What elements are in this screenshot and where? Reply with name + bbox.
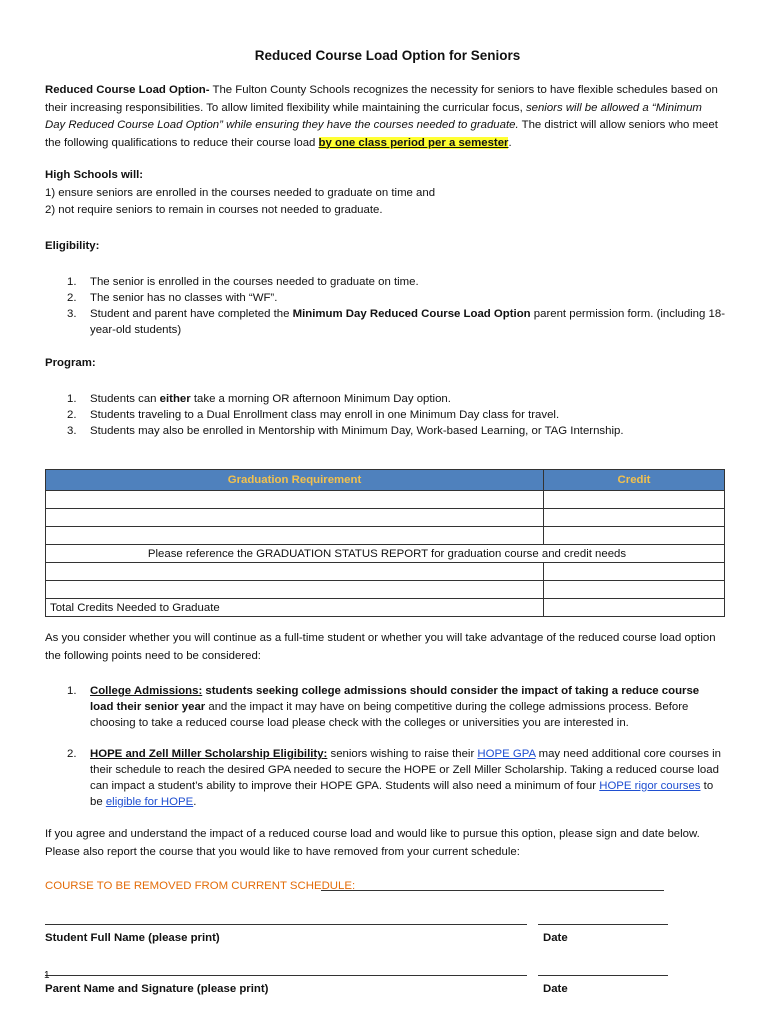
eligibility-item: 2. The senior has no classes with “WF”.	[67, 292, 278, 304]
student-name-field[interactable]	[45, 924, 527, 925]
eligible-for-hope-link[interactable]: eligible for HOPE	[105, 796, 194, 808]
course-removed-label: COURSE TO BE REMOVED FROM CURRENT SCHEDULE:	[45, 880, 356, 892]
table-row	[46, 599, 725, 617]
table-row	[46, 509, 725, 527]
student-date-field[interactable]	[538, 924, 668, 925]
intro-text-2: The district will allow seniors who meet the following qualifications to reduce their course load	[45, 119, 718, 149]
hope-rigor-courses-link[interactable]: HOPE rigor courses	[599, 780, 701, 792]
course-removed-field[interactable]	[321, 890, 664, 891]
parent-signature-label: Parent Name and Signature (please print)	[45, 983, 269, 995]
student-name-label: Student Full Name (please print)	[45, 932, 220, 944]
intro-highlight: by one class period per a semester	[318, 136, 509, 149]
student-date-label: Date	[543, 932, 568, 944]
program-item: 1. Students can either take a morning OR afternoon Minimum Day option.	[67, 393, 451, 405]
table-reference-note: Please reference the GRADUATION STATUS REPORT for graduation course and credit needs	[46, 545, 725, 563]
program-list	[45, 391, 725, 439]
parent-date-label: Date	[543, 983, 568, 995]
document-title: Reduced Course Load Option for Seniors	[254, 48, 521, 63]
intro-italic: seniors will be allowed a “Minimum Day Reduced Course Load Option” while ensuring they have the courses needed to graduate.	[45, 101, 702, 131]
high-schools-heading: High Schools will:	[45, 169, 144, 181]
high-schools-line-2: 2) not require seniors to remain in courses not needed to graduate.	[45, 204, 383, 216]
high-schools-line-1: 1) ensure seniors are enrolled in the courses needed to graduate on time and	[45, 186, 436, 199]
eligibility-heading: Eligibility:	[45, 240, 100, 252]
hope-gpa-link[interactable]: HOPE GPA	[477, 748, 536, 760]
table-row	[46, 545, 725, 563]
parent-date-field[interactable]	[538, 975, 668, 976]
table-header-requirement: Graduation Requirement	[46, 470, 544, 491]
table-row	[46, 563, 725, 581]
intro-paragraph	[45, 82, 725, 152]
intro-text-1: The Fulton County Schools recognizes the necessity for seniors to have flexible schedules based on their increasing responsibilities. To allow limited flexibility while maintaining the curricular focus,	[45, 84, 718, 114]
table-total-label: Total Credits Needed to Graduate	[46, 599, 544, 617]
high-schools-section	[45, 167, 725, 220]
table-header-credit: Credit	[544, 470, 725, 491]
table-row	[46, 527, 725, 545]
eligibility-item: 1. The senior is enrolled in the courses needed to graduate on time.	[67, 276, 419, 288]
eligibility-item: 3. Student and parent have completed the Minimum Day Reduced Course Load Option parent permission form. (including 18-year-old students)	[67, 308, 725, 336]
intro-end: .	[508, 136, 512, 149]
agree-paragraph: If you agree and understand the impact of a reduced course load and would like to pursue this option, please sign and date below. Please also report the course that you would like to have removed from your current schedule:	[45, 828, 700, 858]
eligibility-list	[45, 274, 725, 338]
consideration-item: 1. College Admissions: students seeking college admissions should consider the impact of taking a reduce course load their senior year and the impact it may have on being competitive during the college admissions process. Before choosing to take a reduced course load please check with the colleges or universities you are interested in.	[67, 685, 700, 729]
intro-lead: Reduced Course Load Option-	[45, 84, 210, 96]
page-number: 1	[44, 970, 50, 981]
table-row	[46, 491, 725, 509]
program-heading: Program:	[45, 357, 96, 369]
program-item: 3. Students may also be enrolled in Mentorship with Minimum Day, Work-based Learning, or TAG Internship.	[67, 425, 624, 437]
considerations-list	[45, 683, 725, 810]
consider-paragraph: As you consider whether you will continue as a full-time student or whether you will take advantage of the reduced course load option the following points need to be considered:	[45, 632, 716, 662]
table-header-row	[46, 470, 725, 491]
table-row	[46, 581, 725, 599]
program-item: 2. Students traveling to a Dual Enrollment class may enroll in one Minimum Day class for travel.	[67, 409, 560, 421]
consideration-item: 2. HOPE and Zell Miller Scholarship Eligibility: seniors wishing to raise their HOPE GPA may need additional core courses in their schedule to reach the desired GPA needed to secure the HOPE or Zell Miller Scholarship. Taking a reduced course load can impact a student’s ability to improve their HOPE GPA. Students will also need a minimum of four HOPE rigor courses to be eligible for HOPE.	[67, 748, 721, 808]
parent-signature-field[interactable]	[45, 975, 527, 976]
graduation-table	[45, 469, 725, 617]
